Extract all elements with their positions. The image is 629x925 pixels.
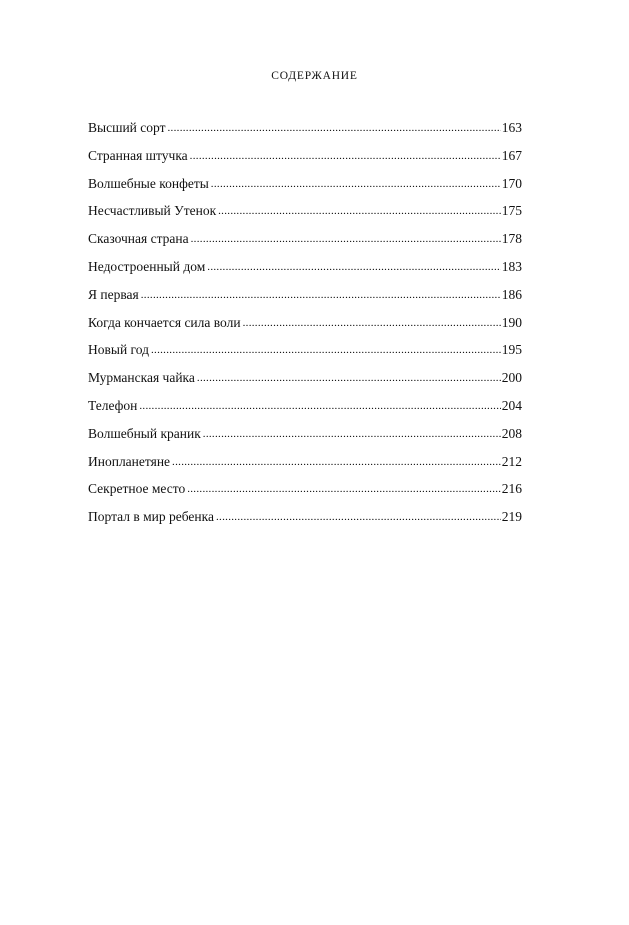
toc-entry[interactable] <box>88 426 522 454</box>
toc-entry-label: Портал в мир ребенка <box>88 509 214 525</box>
toc-entry-label: Волшебный краник <box>88 425 201 441</box>
toc-entry-label: Телефон <box>88 397 138 413</box>
toc-entry-label: Инопланетяне <box>88 453 171 469</box>
toc-entry[interactable] <box>88 176 522 204</box>
toc-entry-label: Высший сорт <box>88 120 166 135</box>
toc-title: СОДЕРЖАНИЕ <box>271 70 358 82</box>
toc-entry[interactable] <box>88 203 522 231</box>
toc-entry[interactable] <box>88 259 522 287</box>
toc-entry-label: Когда кончается сила воли <box>88 314 241 330</box>
toc-entry[interactable] <box>88 509 522 537</box>
toc-leader-dots <box>190 147 501 163</box>
toc-entry[interactable] <box>88 342 522 370</box>
toc-entry-page: 163 <box>501 120 522 135</box>
toc-entry-label: Сказочная страна <box>88 231 189 247</box>
toc-entry-label: Я первая <box>88 286 139 302</box>
toc-entry-label: Недостроенный дом <box>88 258 206 274</box>
toc-leader-dots <box>207 258 500 274</box>
toc-leader-dots <box>243 314 501 330</box>
toc-entry[interactable] <box>88 481 522 509</box>
toc-entry[interactable] <box>88 454 522 482</box>
toc-entry-page: 178 <box>501 231 522 247</box>
toc-entry-page: 216 <box>501 481 522 497</box>
toc-entry[interactable] <box>88 370 522 398</box>
toc-entry-page: 175 <box>501 203 522 219</box>
toc-leader-dots <box>197 369 501 385</box>
toc-leader-dots <box>168 119 501 135</box>
toc-entry[interactable] <box>88 398 522 426</box>
toc-entry-page: 183 <box>501 258 522 274</box>
table-of-contents <box>88 120 522 537</box>
toc-entry-page: 208 <box>501 425 522 441</box>
toc-entry-label: Секретное место <box>88 481 186 497</box>
toc-entry-label: Несчастливый Утенок <box>88 203 217 219</box>
toc-leader-dots <box>141 286 501 302</box>
toc-leader-dots <box>172 453 501 469</box>
toc-entry-page: 186 <box>501 286 522 302</box>
toc-entry-label: Новый год <box>88 342 149 358</box>
toc-entry-label: Странная штучка <box>88 147 188 163</box>
toc-entry[interactable] <box>88 315 522 343</box>
toc-leader-dots <box>151 341 501 357</box>
toc-entry[interactable] <box>88 287 522 315</box>
toc-entry[interactable] <box>88 120 522 148</box>
toc-entry-page: 167 <box>501 147 522 163</box>
toc-leader-dots <box>139 397 500 413</box>
toc-leader-dots <box>191 230 501 246</box>
toc-leader-dots <box>218 202 501 218</box>
toc-entry[interactable] <box>88 231 522 259</box>
toc-leader-dots <box>216 508 501 524</box>
toc-leader-dots <box>211 175 501 191</box>
toc-entry-page: 190 <box>501 314 522 330</box>
toc-entry-page: 195 <box>501 342 522 358</box>
toc-leader-dots <box>187 480 501 496</box>
toc-entry-page: 204 <box>501 397 522 413</box>
toc-entry-page: 219 <box>501 509 522 525</box>
toc-leader-dots <box>203 425 501 441</box>
toc-entry-page: 200 <box>501 370 522 386</box>
toc-entry-label: Мурманская чайка <box>88 370 195 386</box>
toc-entry[interactable] <box>88 148 522 176</box>
toc-entry-label: Волшебные конфеты <box>88 175 209 191</box>
toc-entry-page: 212 <box>501 453 522 469</box>
toc-entry-page: 170 <box>501 175 522 191</box>
